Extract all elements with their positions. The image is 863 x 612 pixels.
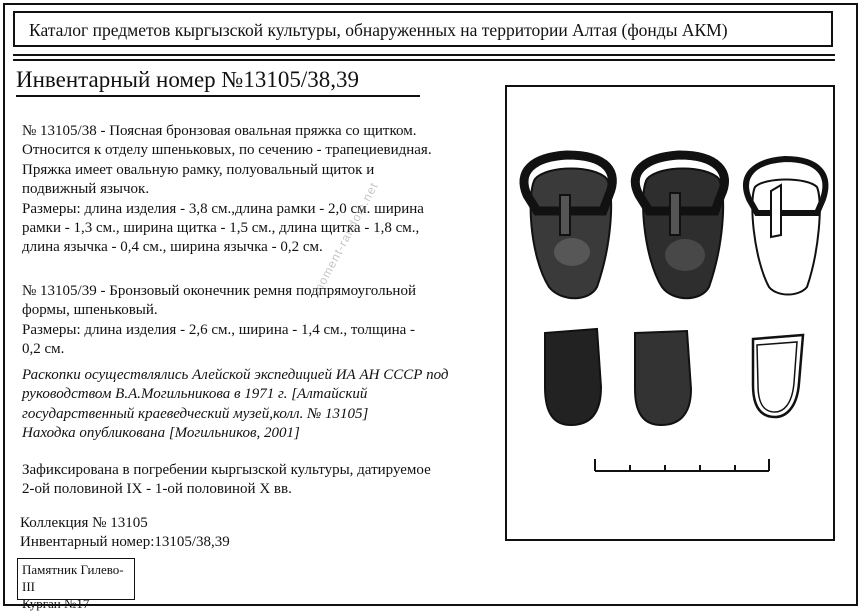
inventory-number: Инвентарный номер:13105/38,39 [20, 534, 230, 551]
buckle-photo-1 [524, 155, 612, 298]
text-line: 2-ой половиной IX - 1-ой половиной X вв. [22, 481, 292, 498]
item-39-description [22, 282, 492, 360]
site-name: Памятник Гилево-III [22, 562, 124, 594]
text-line: длина язычка - 0,4 см., ширина язычка - 0,2 см. [22, 239, 323, 256]
text-line: Зафиксирована в погребении кыргызской культуры, датируемое [22, 462, 431, 478]
strap-end-photo-1 [545, 329, 601, 425]
scale-bar [595, 459, 769, 471]
strap-end-photo-2 [635, 331, 691, 425]
collection-number: Коллекция № 13105 [20, 515, 148, 531]
header-rule-bottom [13, 59, 835, 61]
text-line: № 13105/38 - Поясная бронзовая овальная пряжка со щитком. [22, 123, 417, 139]
text-line: Относится к отделу шпеньковых, по сечению - трапециевидная. [22, 142, 432, 159]
kurgan-number: Курган №17 [22, 596, 90, 611]
text-line: 0,2 см. [22, 341, 65, 358]
collection-info [20, 514, 320, 553]
text-line: Находка опубликована [Могильников, 2001] [22, 425, 300, 442]
header-rule-top [13, 54, 835, 56]
artifact-illustration [507, 87, 833, 539]
text-line: формы, шпеньковый. [22, 302, 158, 319]
buckle-drawing [746, 159, 825, 295]
text-line: № 13105/39 - Бронзовый оконечник ремня подпрямоугольной [22, 283, 416, 299]
site-label [17, 558, 135, 611]
buckle-photo-2 [635, 155, 724, 298]
text-line: Размеры: длина изделия - 2,6 см., ширина - 1,4 см., толщина - [22, 321, 416, 338]
text-line: государственный краеведческий музей,колл. № 13105] [22, 405, 369, 422]
excavation-note [22, 366, 512, 444]
text-line: рамки - 1,3 см., ширина щитка - 1,5 см., длина щитка - 1,8 см., [22, 220, 420, 237]
text-line: руководством В.А.Могильникова в 1971 г. [Алтайский [22, 386, 368, 403]
watermark: moment-random.net [310, 179, 382, 297]
artifact-photo [505, 85, 835, 541]
text-line: Пряжка имеет овальную рамку, полуовальный щиток и [22, 161, 375, 178]
text-line: Размеры: длина изделия - 3,8 см.,длина рамки - 2,0 см. ширина [22, 200, 424, 217]
item-38-description [22, 122, 492, 258]
inventory-heading: Инвентарный номер №13105/38,39 [16, 66, 420, 97]
text-line: Раскопки осуществлялись Алейской экспедицией ИА АН СССР под [22, 367, 449, 383]
dating-note [22, 461, 502, 500]
catalog-title: Каталог предметов кыргызской культуры, обнаруженных на территории Алтая (фонды АКМ) [13, 11, 833, 47]
text-line: подвижный язычок. [22, 181, 150, 198]
strap-end-drawing [753, 335, 803, 417]
